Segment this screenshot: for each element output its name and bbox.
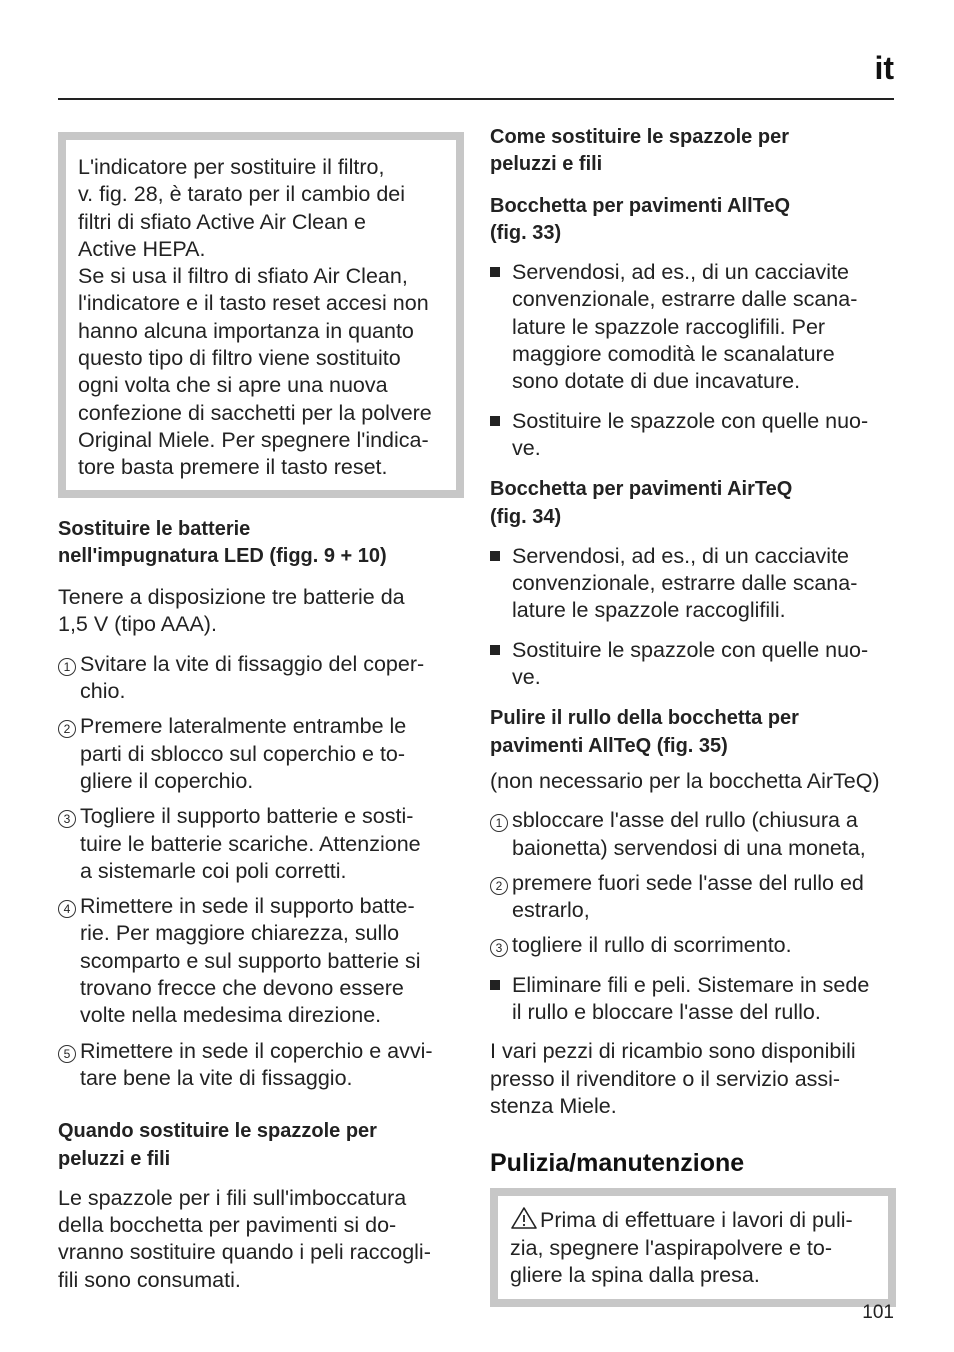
- bullet-icon: [490, 267, 500, 277]
- step-number-icon: 1: [58, 658, 76, 676]
- when-replace-text: Le spazzole per i fili sull'imboccatura della bocchetta per pavimenti si do- vranno sostituire quando i peli raccogli- fili sono consumati.: [58, 1185, 431, 1292]
- battery-step-3: 3 Togliere il supporto batterie e sosti- tuire le batterie scariche. Attenzione a sistemarle coi poli corretti.: [58, 803, 464, 885]
- cleaning-heading: Pulizia/manutenzione: [490, 1149, 745, 1178]
- battery-intro: Tenere a disposizione tre batterie da 1,5 V (tipo AAA).: [58, 585, 405, 637]
- warning-triangle-icon: [510, 1206, 538, 1230]
- bullet-icon: [490, 980, 500, 990]
- step-number-icon: 4: [58, 900, 76, 918]
- step-number-icon: 3: [490, 939, 508, 957]
- roller-step-1: 1 sbloccare l'asse del rullo (chiusura a baionetta) servendosi di una moneta,: [490, 807, 896, 862]
- airteq-heading: Bocchetta per pavimenti AirTeQ (fig. 34): [490, 478, 793, 528]
- page-number: 101: [862, 1302, 894, 1323]
- step-number-icon: 3: [58, 810, 76, 828]
- how-replace-heading: Come sostituire le spazzole per peluzzi e fili: [490, 126, 789, 176]
- allteq-bullet-1: Servendosi, ad es., di un cacciavite convenzionale, estrarre dalle scana- lature le spazzole raccoglifili. Per maggiore comodità le scanalature sono dotate di due incavature.: [490, 259, 896, 395]
- warning-text: Prima di effettuare i lavori di puli- zia, spegnere l'aspirapolvere e to- gliere la spina dalla presa.: [510, 1208, 853, 1287]
- battery-step-5: 5 Rimettere in sede il coperchio e avvi- tare bene la vite di fissaggio.: [58, 1038, 464, 1093]
- allteq-bullet-2: Sostituire le spazzole con quelle nuo- ve.: [490, 408, 896, 463]
- roller-step-2: 2 premere fuori sede l'asse del rullo ed estrarlo,: [490, 870, 896, 925]
- bullet-icon: [490, 645, 500, 655]
- battery-heading: Sostituire le batterie nell'impugnatura LED (figg. 9 + 10): [58, 517, 387, 567]
- language-code: it: [874, 50, 894, 86]
- airteq-bullet-2: Sostituire le spazzole con quelle nuo- ve.: [490, 637, 896, 692]
- warning-box: [490, 1188, 896, 1307]
- filter-indicator-note: [58, 132, 464, 498]
- spare-parts-text: I vari pezzi di ricambio sono disponibili presso il rivenditore o il servizio assi- stenza Miele.: [490, 1039, 856, 1118]
- bullet-icon: [490, 416, 500, 426]
- header-rule: [58, 98, 894, 100]
- left-column: [58, 124, 464, 1294]
- when-replace-heading: Quando sostituire le spazzole per peluzzi e fili: [58, 1120, 377, 1170]
- step-number-icon: 1: [490, 814, 508, 832]
- battery-step-1: 1 Svitare la vite di fissaggio del coper- chio.: [58, 651, 464, 706]
- note-text: L'indicatore per sostituire il filtro, v. fig. 28, è tarato per il cambio dei filtri di sfiato Active Air Clean e Active HEPA. Se si usa il filtro di sfiato Air Clean, l'indicatore e il tasto reset accesi non hanno alcuna importanza in quanto questo tipo di filtro viene sostituito ogni volta che si apre una nuova confezione di sacchetti per la polvere Original Miele. Per spegnere l'indica- tore basta premere il tasto reset.: [78, 155, 432, 480]
- bullet-icon: [490, 551, 500, 561]
- step-number-icon: 5: [58, 1045, 76, 1063]
- battery-step-2: 2 Premere lateralmente entrambe le parti di sblocco sul coperchio e to- gliere il coperchio.: [58, 713, 464, 795]
- battery-step-4: 4 Rimettere in sede il supporto batte- rie. Per maggiore chiarezza, sullo scomparto e sul supporto batterie si trovano frecce che devono essere volte nella medesima direzione.: [58, 893, 464, 1029]
- roller-bullet: Eliminare fili e peli. Sistemare in sede il rullo e bloccare l'asse del rullo.: [490, 972, 896, 1027]
- airteq-bullet-1: Servendosi, ad es., di un cacciavite convenzionale, estrarre dalle scana- lature le spazzole raccoglifili.: [490, 543, 896, 625]
- step-number-icon: 2: [58, 720, 76, 738]
- roller-step-3: 3 togliere il rullo di scorrimento.: [490, 932, 896, 959]
- roller-heading: Pulire il rullo della bocchetta per pavimenti AllTeQ (fig. 35): [490, 707, 799, 757]
- step-number-icon: 2: [490, 877, 508, 895]
- right-column: [490, 124, 896, 1307]
- allteq-heading: Bocchetta per pavimenti AllTeQ (fig. 33): [490, 194, 791, 244]
- roller-note: (non necessario per la bocchetta AirTeQ): [490, 768, 880, 793]
